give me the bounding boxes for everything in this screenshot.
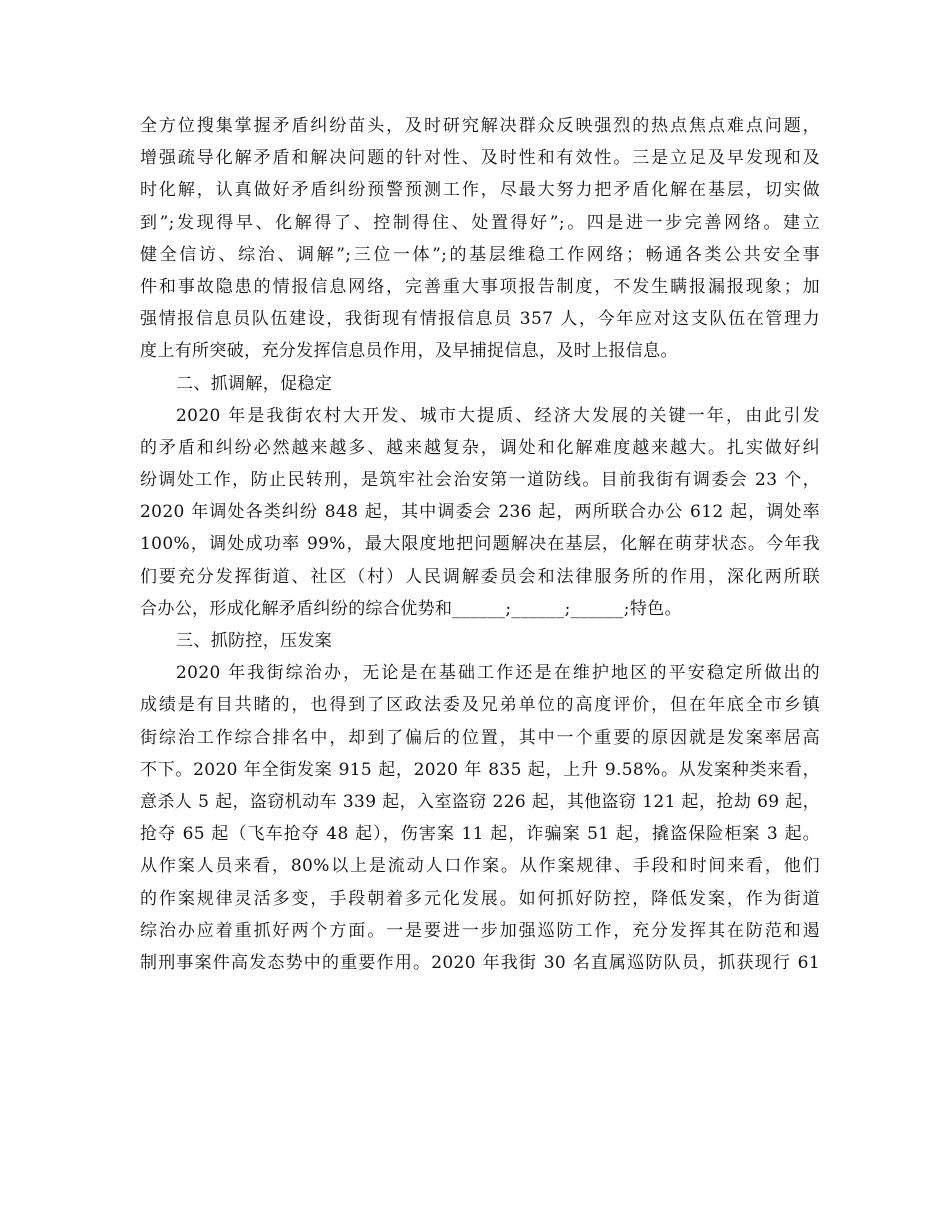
text-line: 综治办应着重抓好两个方面。一是要进一步加强巡防工作，充分发挥其在防范和遏	[140, 920, 820, 941]
text-line: 全方位搜集掌握矛盾纠纷苗头，及时研究解决群众反映强烈的热点焦点难点问题，	[140, 116, 820, 136]
text-line: 合办公，形成化解矛盾纠纷的综合优势和______;______;______;特色。	[140, 598, 682, 619]
text-line: 100%，调处成功率 99%，最大限度地把问题解决在基层，化解在萌芽状态。今年我	[140, 534, 820, 555]
text-line: 的矛盾和纠纷必然越来越多、越来越复杂，调处和化解难度越来越大。扎实做好纠	[140, 437, 820, 458]
text-line: 2020 年调处各类纠纷 848 起，其中调委会 236 起，两所联合办公 612 起，调处率	[140, 502, 820, 523]
text-line: 纷调处工作，防止民转刑，是筑牢社会治安第一道防线。目前我街有调委会 23 个，	[140, 470, 820, 491]
text-line: 三、抓防控，压发案	[176, 631, 333, 651]
text-line: 2020 年是我街农村大开发、城市大提质、经济大发展的关键一年，由此引发	[176, 405, 820, 426]
text-line: 健全信访、综治、调解”;三位一体”;的基层维稳工作网络；畅通各类公共安全事	[140, 244, 820, 265]
text-line: 2020 年我街综治办，无论是在基础工作还是在维护地区的平安稳定所做出的	[176, 663, 820, 684]
text-line: 不下。2020 年全街发案 915 起，2020 年 835 起，上升 9.58%。从发案种类来看，	[140, 759, 820, 780]
text-line: 件和事故隐患的情报信息网络，完善重大事项报告制度，不发生瞒报漏报现象；加	[140, 276, 820, 297]
text-line: 二、抓调解，促稳定	[176, 373, 333, 394]
text-line: 时化解，认真做好矛盾纠纷预警预测工作，尽最大努力把矛盾化解在基层，切实做	[140, 180, 820, 201]
text-line: 从作案人员来看，80%以上是流动人口作案。从作案规律、手段和时间来看，他们	[140, 856, 820, 877]
text-line: 抢夺 65 起（飞车抢夺 48 起），伤害案 11 起，诈骗案 51 起，撬盗保险柜案 3 起。	[140, 824, 820, 845]
text-line: 街综治工作综合排名中，却到了偏后的位置，其中一个重要的原因就是发案率居高	[140, 727, 820, 748]
text-line: 度上有所突破，充分发挥信息员作用，及早捕捉信息，及时上报信息。	[140, 341, 678, 362]
text-line: 的作案规律灵活多变，手段朝着多元化发展。如何抓好防控，降低发案，作为街道	[140, 888, 820, 909]
text-line: 增强疏导化解矛盾和解决问题的针对性、及时性和有效性。三是立足及早发现和及	[140, 148, 820, 169]
text-line: 成绩是有目共睹的，也得到了区政法委及兄弟单位的高度评价，但在年底全市乡镇	[140, 695, 820, 716]
text-line: 意杀人 5 起，盗窃机动车 339 起，入室盗窃 226 起，其他盗窃 121 起，抢劫 69 起，	[140, 791, 820, 812]
text-line: 强情报信息员队伍建设，我街现有情报信息员 357 人，今年应对这支队伍在管理力	[140, 309, 820, 330]
text-line: 们要充分发挥街道、社区（村）人民调解委员会和法律服务所的作用，深化两所联	[140, 566, 820, 587]
text-line: 到”;发现得早、化解得了、控制得住、处置得好”;。四是进一步完善网络。建立	[140, 212, 820, 233]
text-line: 制刑事案件高发态势中的重要作用。2020 年我街 30 名直属巡防队员，抓获现行 61	[140, 952, 820, 973]
document-body	[140, 110, 820, 979]
